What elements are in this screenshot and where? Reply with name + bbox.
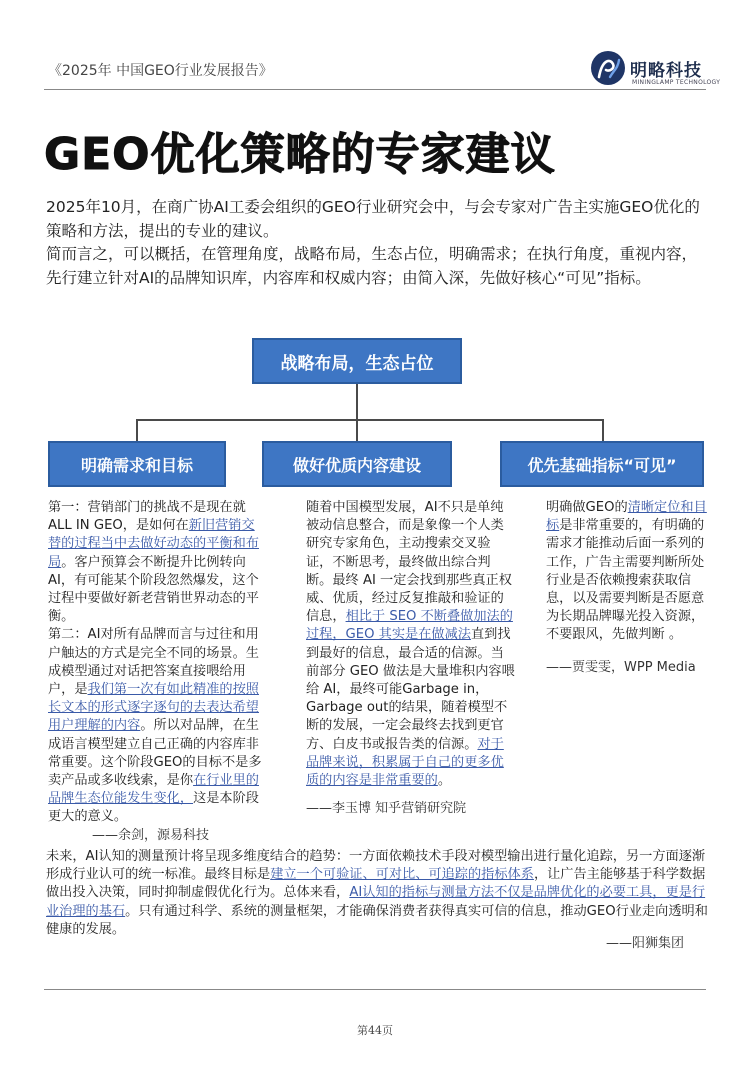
- intro-paragraph-1: 2025年10月，在商广协AI工委会组织的GEO行业研究会中，与会专家对广告主实施GEO优化的策略和方法，提出的专业的建议。: [46, 198, 700, 240]
- left-paragraph-1: 第一：营销部门的挑战不是现在就ALL IN GEO，是如何在新旧营销交替的过程当中去做好动态的平衡和布局。客户预算会不断提升比例转向AI，有可能某个阶段忽然爆发，这个过程中要做好新老营销世界动态的平衡。: [48, 500, 259, 625]
- future-paragraph: 未来，AI认知的测量预计将呈现多维度结合的趋势：一方面依赖技术手段对模型输出进行量化追踪，另一方面逐渐形成行业认可的统一标准。最终目标是建立一个可验证、可对比、可追踪的指标体系，让广告主能够基于科学数据做出投入决策，同时抑制虚假优化行为。总体来看，AI认知的指标与测量方法不仅是品牌优化的必要工具，更是行业治理的基石。只有通过科学、系统的测量框架，才能确保消费者获得真实可信的信息，推动GEO行业走向透明和健康的发展。: [46, 849, 708, 937]
- page-title: GEO优化策略的专家建议: [44, 129, 556, 180]
- diagram-right-box: 优先基础指标“可见”: [500, 441, 704, 487]
- left-signature: ——余剑，源易科技: [92, 827, 210, 843]
- header-divider: [44, 89, 706, 90]
- right-signature: ——贾雯雯，WPP Media: [546, 659, 696, 675]
- logo-name: 明略科技: [630, 61, 702, 81]
- expert-quote-left: [48, 499, 264, 845]
- diagram-top-box: 战略布局，生态占位: [252, 338, 462, 384]
- connector-right: [602, 419, 604, 441]
- expert-quote-right: [546, 499, 710, 677]
- left-paragraph-2: 第二：AI对所有品牌而言与过往和用户触达的方式是完全不同的场景。生成模型通过对话把答案直接喂给用户，是我们第一次有如此精准的按照长文本的形式逐字逐句的去表达希望用户理解的内容。所以对品牌，在生成语言模型建立自己正确的内容库非常重要。这个阶段GEO的目标不是多卖产品或多收线索，是你在行业里的品牌生态位能发生变化，这是本阶段更大的意义。: [48, 627, 262, 825]
- right-paragraph: 明确做GEO的清晰定位和目标是非常重要的，有明确的需求才能推动后面一系列的工作，广告主需要判断所处行业是否依赖搜索获取信息，以及需要判断是否愿意为长期品牌曝光投入资源，不要跟风，先做判断 。: [546, 500, 707, 643]
- page-number: 第44页: [357, 1024, 393, 1037]
- report-title: 《2025年 中国GEO行业发展报告》: [48, 63, 273, 79]
- connector-horizontal: [136, 419, 604, 421]
- logo-icon: [590, 50, 626, 86]
- intro-paragraph-2: 简而言之，可以概括，在管理角度，战略布局，生态占位，明确需求；在执行角度，重视内容，先行建立针对AI的品牌知识库，内容库和权威内容；由简入深，先做好核心“可见”指标。: [46, 245, 698, 287]
- connector-vertical-top: [356, 384, 358, 420]
- footer-divider: [44, 989, 706, 990]
- intro-text: [46, 196, 710, 290]
- diagram-middle-box: 做好优质内容建设: [262, 441, 452, 487]
- middle-paragraph: 随着中国模型发展，AI不只是单纯被动信息整合，而是象像一个人类研究专家角色，主动搜索交叉验证，不断思考，最终做出综合判断。最终 AI 一定会找到那些真正权威、优质，经过反复推敲和验证的信息，相比于 SEO 不断叠做加法的过程，GEO 其实是在做减法直到找到最好的信息，最合适的信源。当前部分 GEO 做法是大量堆积内容喂给 AI，最终可能Garbage in，Garbage out的结果，随着模型不断的发展，一定会最终去找到更官方、白皮书或报告类的信源。对于品牌来说，积累属于自己的更多优质的内容是非常重要的。: [306, 500, 515, 789]
- diagram-left-box: 明确需求和目标: [48, 441, 226, 487]
- logo-subtitle: MININGLAMP TECHNOLOGY: [632, 79, 721, 86]
- connector-left: [136, 419, 138, 441]
- future-signature: ——阳狮集团: [606, 936, 685, 951]
- middle-signature: ——李玉博 知乎营销研究院: [306, 801, 467, 817]
- connector-middle: [356, 419, 358, 441]
- expert-quote-middle: [306, 499, 516, 818]
